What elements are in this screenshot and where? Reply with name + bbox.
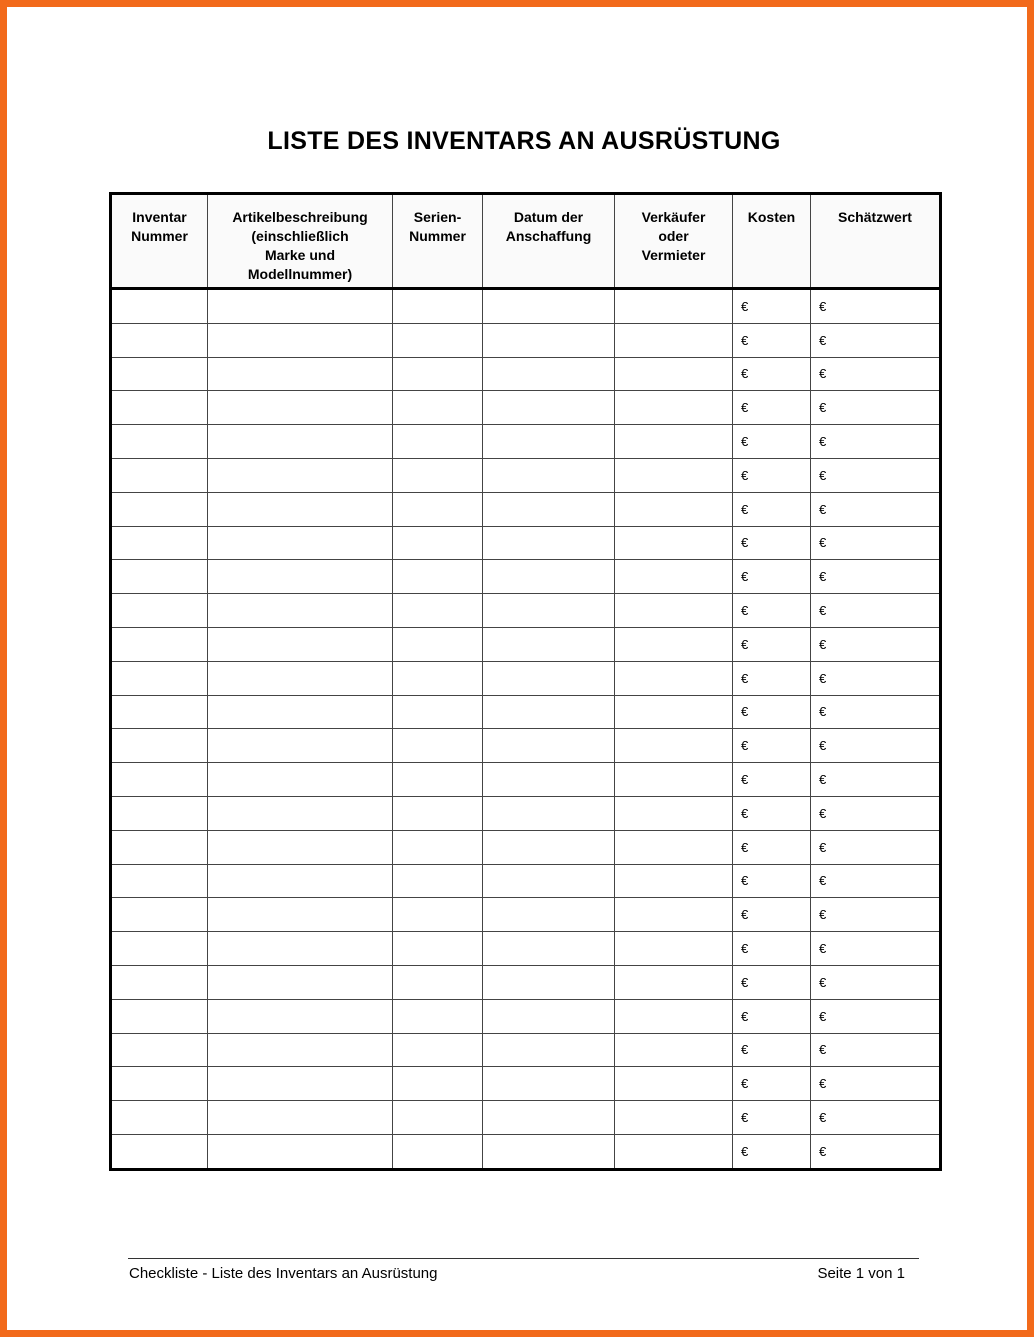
currency-symbol: € [741,636,749,652]
currency-symbol: € [741,501,749,517]
table-row [111,1033,941,1067]
cell-datum-anschaffung[interactable] [483,560,615,594]
cell-inventar-nummer[interactable] [111,695,208,729]
cell-datum-anschaffung[interactable] [483,864,615,898]
cell-kosten[interactable] [733,1033,811,1067]
cell-inventar-nummer[interactable] [111,526,208,560]
header-datum-anschaffung: Datum der Anschaffung [483,194,615,289]
cell-inventar-nummer[interactable] [111,932,208,966]
cell-kosten[interactable] [733,289,811,324]
currency-symbol: € [741,535,749,551]
cell-kosten[interactable] [733,830,811,864]
cell-serien-nummer[interactable] [393,391,483,425]
cell-serien-nummer[interactable] [393,627,483,661]
currency-symbol: € [819,873,827,889]
footer-divider [128,1258,919,1259]
cell-inventar-nummer[interactable] [111,661,208,695]
header-serien-nummer: Serien- Nummer [393,194,483,289]
cell-datum-anschaffung[interactable] [483,526,615,560]
header-inventar-nummer: Inventar Nummer [111,194,208,289]
cell-kosten[interactable] [733,999,811,1033]
table-row [111,357,941,391]
cell-serien-nummer[interactable] [393,560,483,594]
cell-serien-nummer[interactable] [393,796,483,830]
cell-serien-nummer[interactable] [393,1101,483,1135]
currency-symbol: € [819,636,827,652]
header-schaetzwert: Schätzwert [811,194,941,289]
cell-kosten[interactable] [733,560,811,594]
table-row [111,289,941,324]
currency-symbol: € [819,366,827,382]
currency-symbol: € [819,839,827,855]
cell-schaetzwert[interactable] [811,594,941,628]
cell-datum-anschaffung[interactable] [483,1067,615,1101]
cell-inventar-nummer[interactable] [111,965,208,999]
cell-verkaeufer-vermieter[interactable] [615,796,733,830]
cell-schaetzwert[interactable] [811,458,941,492]
cell-kosten[interactable] [733,526,811,560]
cell-kosten[interactable] [733,1101,811,1135]
cell-artikelbeschreibung[interactable] [208,796,393,830]
currency-symbol: € [741,805,749,821]
cell-inventar-nummer[interactable] [111,1101,208,1135]
cell-serien-nummer[interactable] [393,357,483,391]
cell-verkaeufer-vermieter[interactable] [615,526,733,560]
cell-serien-nummer[interactable] [393,932,483,966]
cell-kosten[interactable] [733,864,811,898]
cell-schaetzwert[interactable] [811,1033,941,1067]
cell-verkaeufer-vermieter[interactable] [615,594,733,628]
cell-schaetzwert[interactable] [811,763,941,797]
currency-symbol: € [741,1143,749,1159]
cell-datum-anschaffung[interactable] [483,627,615,661]
currency-symbol: € [741,738,749,754]
cell-inventar-nummer[interactable] [111,560,208,594]
cell-serien-nummer[interactable] [393,492,483,526]
cell-artikelbeschreibung[interactable] [208,1067,393,1101]
cell-artikelbeschreibung[interactable] [208,357,393,391]
header-kosten: Kosten [733,194,811,289]
cell-verkaeufer-vermieter[interactable] [615,965,733,999]
cell-schaetzwert[interactable] [811,425,941,459]
cell-serien-nummer[interactable] [393,864,483,898]
cell-artikelbeschreibung[interactable] [208,965,393,999]
cell-serien-nummer[interactable] [393,458,483,492]
table-row [111,661,941,695]
currency-symbol: € [741,670,749,686]
cell-artikelbeschreibung[interactable] [208,864,393,898]
currency-symbol: € [819,738,827,754]
footer-title: Checkliste - Liste des Inventars an Ausrüstung [129,1265,438,1282]
cell-verkaeufer-vermieter[interactable] [615,391,733,425]
currency-symbol: € [819,1110,827,1126]
currency-symbol: € [819,1008,827,1024]
cell-datum-anschaffung[interactable] [483,1033,615,1067]
cell-inventar-nummer[interactable] [111,1067,208,1101]
currency-symbol: € [819,467,827,483]
table-row [111,391,941,425]
cell-artikelbeschreibung[interactable] [208,492,393,526]
cell-inventar-nummer[interactable] [111,1033,208,1067]
cell-verkaeufer-vermieter[interactable] [615,661,733,695]
cell-schaetzwert[interactable] [811,965,941,999]
cell-datum-anschaffung[interactable] [483,830,615,864]
cell-schaetzwert[interactable] [811,1134,941,1169]
table-row [111,729,941,763]
currency-symbol: € [741,603,749,619]
cell-datum-anschaffung[interactable] [483,289,615,324]
table-row [111,1067,941,1101]
cell-verkaeufer-vermieter[interactable] [615,864,733,898]
cell-datum-anschaffung[interactable] [483,999,615,1033]
cell-datum-anschaffung[interactable] [483,898,615,932]
cell-serien-nummer[interactable] [393,594,483,628]
cell-serien-nummer[interactable] [393,965,483,999]
cell-inventar-nummer[interactable] [111,425,208,459]
cell-serien-nummer[interactable] [393,1134,483,1169]
cell-serien-nummer[interactable] [393,1033,483,1067]
cell-kosten[interactable] [733,357,811,391]
cell-verkaeufer-vermieter[interactable] [615,999,733,1033]
cell-artikelbeschreibung[interactable] [208,627,393,661]
cell-schaetzwert[interactable] [811,627,941,661]
cell-kosten[interactable] [733,932,811,966]
cell-kosten[interactable] [733,323,811,357]
cell-artikelbeschreibung[interactable] [208,1101,393,1135]
currency-symbol: € [819,1042,827,1058]
cell-inventar-nummer[interactable] [111,1134,208,1169]
cell-inventar-nummer[interactable] [111,999,208,1033]
currency-symbol: € [819,805,827,821]
currency-symbol: € [819,603,827,619]
cell-artikelbeschreibung[interactable] [208,526,393,560]
currency-symbol: € [819,569,827,585]
currency-symbol: € [741,839,749,855]
currency-symbol: € [741,772,749,788]
cell-artikelbeschreibung[interactable] [208,695,393,729]
cell-verkaeufer-vermieter[interactable] [615,695,733,729]
cell-serien-nummer[interactable] [393,898,483,932]
table-row [111,458,941,492]
table-row [111,1101,941,1135]
currency-symbol: € [741,974,749,990]
cell-kosten[interactable] [733,763,811,797]
cell-verkaeufer-vermieter[interactable] [615,1033,733,1067]
cell-verkaeufer-vermieter[interactable] [615,492,733,526]
table-row [111,965,941,999]
cell-schaetzwert[interactable] [811,1101,941,1135]
cell-serien-nummer[interactable] [393,695,483,729]
cell-kosten[interactable] [733,729,811,763]
cell-artikelbeschreibung[interactable] [208,898,393,932]
cell-serien-nummer[interactable] [393,661,483,695]
cell-verkaeufer-vermieter[interactable] [615,289,733,324]
cell-verkaeufer-vermieter[interactable] [615,357,733,391]
cell-schaetzwert[interactable] [811,729,941,763]
cell-artikelbeschreibung[interactable] [208,458,393,492]
cell-datum-anschaffung[interactable] [483,661,615,695]
table-row [111,323,941,357]
table-body [111,289,941,1170]
cell-verkaeufer-vermieter[interactable] [615,1134,733,1169]
currency-symbol: € [741,467,749,483]
cell-serien-nummer[interactable] [393,526,483,560]
cell-artikelbeschreibung[interactable] [208,763,393,797]
currency-symbol: € [819,974,827,990]
currency-symbol: € [741,569,749,585]
cell-kosten[interactable] [733,425,811,459]
cell-schaetzwert[interactable] [811,526,941,560]
cell-schaetzwert[interactable] [811,898,941,932]
table-row [111,425,941,459]
currency-symbol: € [819,535,827,551]
cell-inventar-nummer[interactable] [111,729,208,763]
cell-inventar-nummer[interactable] [111,627,208,661]
currency-symbol: € [741,366,749,382]
currency-symbol: € [741,941,749,957]
cell-artikelbeschreibung[interactable] [208,932,393,966]
currency-symbol: € [819,670,827,686]
cell-inventar-nummer[interactable] [111,864,208,898]
cell-artikelbeschreibung[interactable] [208,729,393,763]
cell-datum-anschaffung[interactable] [483,796,615,830]
currency-symbol: € [741,704,749,720]
currency-symbol: € [819,298,827,314]
cell-schaetzwert[interactable] [811,695,941,729]
inventory-table [109,192,942,1171]
cell-artikelbeschreibung[interactable] [208,830,393,864]
cell-datum-anschaffung[interactable] [483,425,615,459]
currency-symbol: € [741,298,749,314]
table-row [111,796,941,830]
cell-schaetzwert[interactable] [811,1067,941,1101]
table-row [111,695,941,729]
cell-kosten[interactable] [733,898,811,932]
cell-kosten[interactable] [733,695,811,729]
cell-serien-nummer[interactable] [393,289,483,324]
cell-verkaeufer-vermieter[interactable] [615,560,733,594]
cell-schaetzwert[interactable] [811,391,941,425]
cell-serien-nummer[interactable] [393,425,483,459]
table-row [111,627,941,661]
cell-inventar-nummer[interactable] [111,391,208,425]
cell-artikelbeschreibung[interactable] [208,289,393,324]
currency-symbol: € [819,501,827,517]
currency-symbol: € [741,1008,749,1024]
cell-serien-nummer[interactable] [393,999,483,1033]
cell-inventar-nummer[interactable] [111,763,208,797]
cell-artikelbeschreibung[interactable] [208,425,393,459]
cell-verkaeufer-vermieter[interactable] [615,627,733,661]
table-row [111,594,941,628]
cell-kosten[interactable] [733,492,811,526]
currency-symbol: € [741,400,749,416]
cell-datum-anschaffung[interactable] [483,932,615,966]
cell-verkaeufer-vermieter[interactable] [615,323,733,357]
currency-symbol: € [819,941,827,957]
cell-kosten[interactable] [733,391,811,425]
cell-kosten[interactable] [733,594,811,628]
cell-datum-anschaffung[interactable] [483,458,615,492]
cell-datum-anschaffung[interactable] [483,323,615,357]
cell-verkaeufer-vermieter[interactable] [615,1067,733,1101]
currency-symbol: € [819,907,827,923]
cell-schaetzwert[interactable] [811,830,941,864]
cell-verkaeufer-vermieter[interactable] [615,763,733,797]
cell-serien-nummer[interactable] [393,323,483,357]
table-row [111,763,941,797]
cell-verkaeufer-vermieter[interactable] [615,1101,733,1135]
currency-symbol: € [819,1076,827,1092]
cell-schaetzwert[interactable] [811,932,941,966]
cell-datum-anschaffung[interactable] [483,965,615,999]
cell-datum-anschaffung[interactable] [483,357,615,391]
cell-verkaeufer-vermieter[interactable] [615,830,733,864]
header-artikelbeschreibung: Artikelbeschreibung (einschließlich Marke und Modellnummer) [208,194,393,289]
cell-schaetzwert[interactable] [811,492,941,526]
cell-kosten[interactable] [733,796,811,830]
table-row [111,492,941,526]
cell-inventar-nummer[interactable] [111,492,208,526]
cell-schaetzwert[interactable] [811,560,941,594]
currency-symbol: € [819,1143,827,1159]
table-row [111,526,941,560]
cell-kosten[interactable] [733,661,811,695]
table-header-row [111,194,941,289]
cell-inventar-nummer[interactable] [111,458,208,492]
currency-symbol: € [819,332,827,348]
table-row [111,932,941,966]
cell-serien-nummer[interactable] [393,1067,483,1101]
cell-schaetzwert[interactable] [811,661,941,695]
currency-symbol: € [741,332,749,348]
cell-schaetzwert[interactable] [811,357,941,391]
currency-symbol: € [819,400,827,416]
currency-symbol: € [741,1076,749,1092]
cell-artikelbeschreibung[interactable] [208,661,393,695]
document-title: LISTE DES INVENTARS AN AUSRÜSTUNG [267,127,781,155]
footer-page-number: Seite 1 von 1 [817,1265,905,1282]
cell-artikelbeschreibung[interactable] [208,999,393,1033]
cell-schaetzwert[interactable] [811,999,941,1033]
currency-symbol: € [741,873,749,889]
table-row [111,1134,941,1169]
cell-datum-anschaffung[interactable] [483,763,615,797]
cell-artikelbeschreibung[interactable] [208,560,393,594]
cell-schaetzwert[interactable] [811,796,941,830]
cell-verkaeufer-vermieter[interactable] [615,458,733,492]
cell-datum-anschaffung[interactable] [483,391,615,425]
cell-verkaeufer-vermieter[interactable] [615,932,733,966]
cell-kosten[interactable] [733,1067,811,1101]
cell-datum-anschaffung[interactable] [483,695,615,729]
cell-datum-anschaffung[interactable] [483,1101,615,1135]
table-row [111,898,941,932]
cell-datum-anschaffung[interactable] [483,1134,615,1169]
cell-inventar-nummer[interactable] [111,289,208,324]
currency-symbol: € [741,1110,749,1126]
cell-serien-nummer[interactable] [393,830,483,864]
cell-inventar-nummer[interactable] [111,357,208,391]
cell-artikelbeschreibung[interactable] [208,391,393,425]
cell-serien-nummer[interactable] [393,729,483,763]
currency-symbol: € [819,434,827,450]
cell-inventar-nummer[interactable] [111,830,208,864]
cell-schaetzwert[interactable] [811,323,941,357]
currency-symbol: € [741,1042,749,1058]
currency-symbol: € [819,772,827,788]
cell-artikelbeschreibung[interactable] [208,1134,393,1169]
cell-datum-anschaffung[interactable] [483,594,615,628]
table-row [111,560,941,594]
cell-schaetzwert[interactable] [811,289,941,324]
header-verkaeufer-vermieter: Verkäufer oder Vermieter [615,194,733,289]
cell-inventar-nummer[interactable] [111,323,208,357]
currency-symbol: € [741,434,749,450]
table-row [111,864,941,898]
currency-symbol: € [819,704,827,720]
cell-serien-nummer[interactable] [393,763,483,797]
cell-inventar-nummer[interactable] [111,898,208,932]
cell-inventar-nummer[interactable] [111,594,208,628]
table-row [111,830,941,864]
cell-kosten[interactable] [733,627,811,661]
cell-datum-anschaffung[interactable] [483,729,615,763]
cell-datum-anschaffung[interactable] [483,492,615,526]
currency-symbol: € [741,907,749,923]
cell-verkaeufer-vermieter[interactable] [615,898,733,932]
cell-kosten[interactable] [733,965,811,999]
cell-kosten[interactable] [733,458,811,492]
cell-artikelbeschreibung[interactable] [208,323,393,357]
cell-verkaeufer-vermieter[interactable] [615,425,733,459]
cell-verkaeufer-vermieter[interactable] [615,729,733,763]
cell-inventar-nummer[interactable] [111,796,208,830]
cell-artikelbeschreibung[interactable] [208,1033,393,1067]
cell-artikelbeschreibung[interactable] [208,594,393,628]
cell-schaetzwert[interactable] [811,864,941,898]
cell-kosten[interactable] [733,1134,811,1169]
table-row [111,999,941,1033]
